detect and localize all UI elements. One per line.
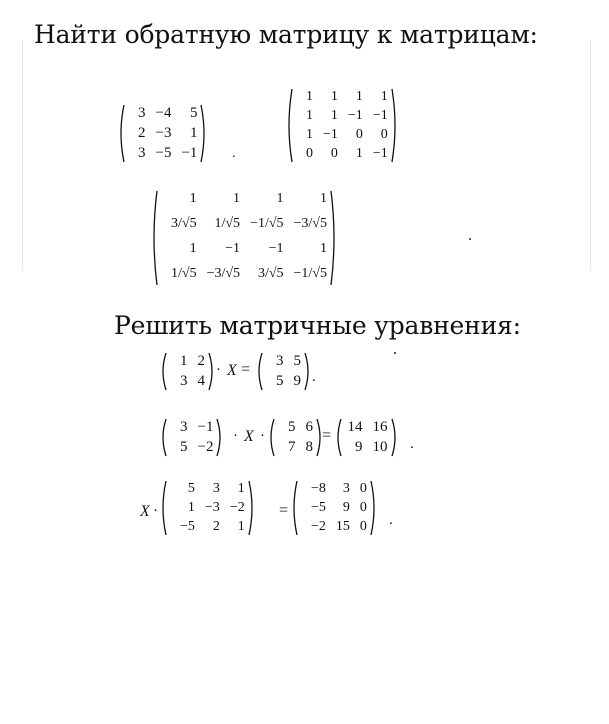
left-paren [118,104,125,163]
matrix-grid [125,104,200,163]
matrix-cell: −5 [311,500,326,515]
right-paren [216,418,223,457]
matrix-cell: 1 [319,191,327,206]
matrix-cell: 0 [359,519,367,534]
equation-3-end: . [389,512,393,528]
matrix-inverse-2 [286,88,398,163]
matrix-cell: 5 [288,419,296,435]
matrix-cell: −2 [229,500,245,515]
matrix-cell: −5 [180,519,195,534]
left-paren [160,352,167,391]
matrix-cell: 1 [380,89,388,104]
matrix-cell: 10 [372,439,388,455]
right-paren [304,352,311,391]
matrix-cell: −3 [155,125,172,141]
matrix-cell: −2 [311,519,326,534]
matrix-cell: 7 [288,439,296,455]
matrix-cell: 1/√5 [214,216,241,231]
matrix-cell: 14 [347,419,363,435]
matrix-inverse-3-suffix: . [468,227,472,244]
equation-2-matrix-c [268,418,323,457]
equation-3-matrix-a [160,480,255,536]
matrix-cell: 1 [237,519,245,534]
equation-2-equals: = [322,427,332,444]
matrix-cell: −5 [155,145,172,161]
matrix-cell: 1 [187,500,195,515]
matrix-cell: −3/√5 [293,216,327,231]
matrix-cell: 1 [330,89,338,104]
right-paren [391,418,398,457]
scan-edge-right [590,40,591,270]
matrix-cell: −3/√5 [206,266,241,281]
matrix-cell: 1 [276,191,284,206]
right-paren [330,190,337,286]
matrix-cell: 5 [276,373,284,389]
left-paren [151,190,158,286]
matrix-cell: 3 [138,105,146,121]
matrix-grid [167,418,216,457]
matrix-cell: −1 [181,145,198,161]
matrix-cell: −1 [372,146,388,161]
matrix-cell: 3 [138,145,146,161]
matrix-grid [342,418,391,457]
matrix-cell: −1 [225,241,241,256]
matrix-cell: −1 [268,241,284,256]
equation-1-equals: = [241,361,251,378]
matrix-cell: −1 [323,127,338,142]
matrix-cell: 3 [180,373,188,389]
matrix-cell: 5 [293,353,301,369]
matrix-cell: 1 [306,127,313,142]
matrix-cell: 2 [197,353,205,369]
matrix-cell: 9 [342,500,350,515]
matrix-cell: 1 [233,191,241,206]
equation-1-x: X [227,362,237,379]
matrix-cell: −1/√5 [250,216,284,231]
matrix-cell: −1/√5 [293,266,327,281]
equation-3-matrix-b [291,480,377,536]
equation-1-matrix-b [256,352,311,391]
heading-equations: Решить матричные уравнения: [114,311,521,340]
equation-3-dot: · [153,503,158,519]
matrix-cell: 0 [359,481,367,496]
scan-edge-left [22,40,23,270]
matrix-grid [263,352,304,391]
matrix-cell: 1 [189,241,197,256]
matrix-cell: 9 [355,439,363,455]
right-paren [200,104,207,163]
matrix-cell: 16 [372,419,388,435]
matrix-grid [298,480,370,536]
matrix-cell: 1 [180,353,188,369]
matrix-cell: 0 [359,500,367,515]
matrix-cell: 1 [355,146,363,161]
matrix-cell: 1 [330,108,338,123]
matrix-cell: −4 [155,105,172,121]
matrix-cell: 3 [180,419,188,435]
right-paren [248,480,255,536]
equation-3-x: X [140,503,150,520]
equation-1-end: . [312,369,316,385]
matrix-cell: 1 [355,89,363,104]
matrix-cell: 5 [187,481,195,496]
matrix-cell: 1/√5 [171,266,197,281]
matrix-inverse-1-suffix: . [232,146,236,161]
right-paren [208,352,215,391]
matrix-cell: 1 [306,108,313,123]
matrix-cell: 3/√5 [171,216,197,231]
matrix-cell: 1 [189,191,197,206]
equation-2-end: . [410,436,414,452]
matrix-cell: 15 [335,519,350,534]
equation-3-equals: = [279,502,289,519]
matrix-grid [293,88,391,163]
left-paren [160,418,167,457]
matrix-cell: 0 [380,127,388,142]
matrix-cell: 3 [276,353,284,369]
matrix-cell: 5 [189,105,198,121]
matrix-cell: 5 [180,439,188,455]
matrix-cell: 2 [138,125,146,141]
matrix-cell: 9 [293,373,301,389]
speck [394,352,396,354]
equation-1-matrix-a [160,352,215,391]
left-paren [268,418,275,457]
matrix-cell: 2 [212,519,220,534]
matrix-cell: 3 [212,481,220,496]
left-paren [286,88,293,163]
matrix-cell: −8 [311,481,326,496]
equation-2-matrix-a [160,418,223,457]
matrix-cell: −3 [204,500,220,515]
matrix-cell: 6 [305,419,313,435]
left-paren [256,352,263,391]
left-paren [335,418,342,457]
right-paren [370,480,377,536]
matrix-cell: 1 [306,89,313,104]
matrix-grid [167,352,208,391]
heading-inverse: Найти обратную матрицу к матрицам: [34,20,538,49]
matrix-cell: 0 [355,127,363,142]
matrix-cell: −1 [372,108,388,123]
matrix-cell: 4 [197,373,205,389]
matrix-cell: 3 [342,481,350,496]
right-paren [391,88,398,163]
left-paren [160,480,167,536]
matrix-cell: 0 [330,146,338,161]
matrix-cell: 3/√5 [257,266,284,281]
equation-1-dot: · [216,362,221,378]
matrix-cell: −2 [197,439,214,455]
equation-2-dot-1: · [233,428,238,444]
matrix-cell: 8 [305,439,313,455]
matrix-grid [275,418,316,457]
left-paren [291,480,298,536]
matrix-grid [158,190,330,286]
matrix-cell: 1 [189,125,198,141]
matrix-cell: −1 [347,108,363,123]
matrix-cell: 0 [306,146,313,161]
matrix-inverse-1 [118,104,207,163]
matrix-inverse-3 [151,190,337,286]
equation-2-x: X [244,428,254,445]
matrix-cell: 1 [319,241,327,256]
matrix-cell: 1 [237,481,245,496]
equation-2-matrix-b [335,418,398,457]
matrix-grid [167,480,248,536]
equation-2-dot-2: · [260,428,265,444]
matrix-cell: −1 [197,419,214,435]
